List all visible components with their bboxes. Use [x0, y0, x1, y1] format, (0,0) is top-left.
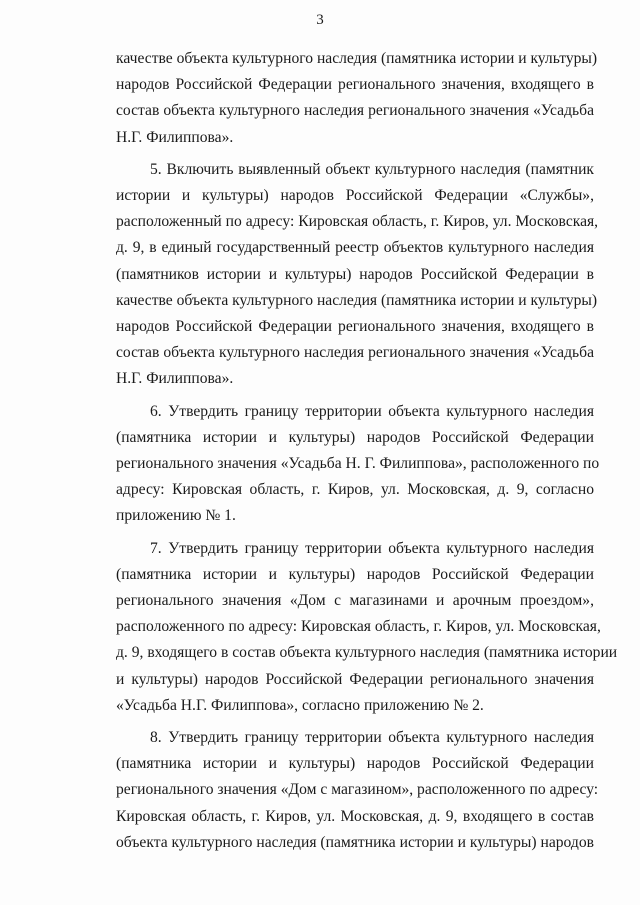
text-line: д. 9, входящего в состав объекта культурного наследия (памятника истории — [116, 644, 618, 662]
document-body — [116, 46, 618, 862]
text-line: 5. Включить выявленный объект культурного наследия (памятник — [150, 160, 594, 178]
text-line: Н.Г. Филиппова». — [116, 128, 234, 146]
text-line: 8. Утвердить границу территории объекта культурного наследия — [150, 729, 594, 747]
paragraph-item-6 — [116, 399, 600, 530]
text-line: народов Российской Федерации регионального значения, входящего в — [116, 76, 594, 94]
paragraph-item-7 — [116, 536, 618, 719]
text-line: 7. Утвердить границу территории объекта культурного наследия — [150, 539, 594, 557]
text-line: Н.Г. Филиппова». — [116, 370, 234, 388]
text-line: объекта культурного наследия (памятника истории и культуры) народов — [116, 833, 594, 851]
page-number: 3 — [316, 12, 324, 28]
text-line: регионального значения «Дом с магазином», расположенного по адресу: — [116, 781, 599, 799]
text-line: (памятников истории и культуры) народов Российской Федерации в — [116, 265, 594, 283]
text-line: регионального значения «Усадьба Н. Г. Филиппова», расположенного по — [116, 455, 600, 473]
text-line: Кировская область, г. Киров, ул. Московская, д. 9, входящего в состав — [116, 807, 594, 825]
text-line: состав объекта культурного наследия регионального значения «Усадьба — [116, 102, 594, 120]
paragraph-item-5 — [116, 157, 599, 393]
text-line: расположенного по адресу: Кировская область, г. Киров, ул. Московская, — [116, 618, 601, 636]
text-line: и культуры) народов Российской Федерации регионального значения — [116, 670, 594, 688]
text-line: адресу: Кировская область, г. Киров, ул. Московская, д. 9, согласно — [116, 481, 594, 499]
text-line: д. 9, в единый государственный реестр объектов культурного наследия — [116, 239, 594, 257]
text-line: качестве объекта культурного наследия (памятника истории и культуры) — [116, 50, 598, 67]
text-line: качестве объекта культурного наследия (памятника истории и культуры) — [116, 291, 598, 309]
text-line: расположенный по адресу: Кировская область, г. Киров, ул. Московская, — [116, 213, 599, 231]
text-line: (памятника истории и культуры) народов Российской Федерации — [116, 565, 594, 583]
text-line: народов Российской Федерации регионального значения, входящего в — [116, 318, 594, 336]
text-line: (памятника истории и культуры) народов Российской Федерации — [116, 428, 594, 446]
text-line: (памятника истории и культуры) народов Российской Федерации — [116, 755, 594, 773]
text-line: состав объекта культурного наследия регионального значения «Усадьба — [116, 344, 594, 362]
text-line: приложению № 1. — [116, 507, 236, 525]
text-line: регионального значения «Дом с магазинами и арочным проездом», — [116, 592, 594, 610]
text-line: 6. Утвердить границу территории объекта культурного наследия — [150, 402, 594, 420]
text-line: истории и культуры) народов Российской Федерации «Службы», — [116, 187, 594, 205]
paragraph-continuation — [116, 46, 598, 151]
paragraph-item-8 — [116, 725, 599, 856]
text-line: «Усадьба Н.Г. Филиппова», согласно приложению № 2. — [116, 696, 484, 714]
